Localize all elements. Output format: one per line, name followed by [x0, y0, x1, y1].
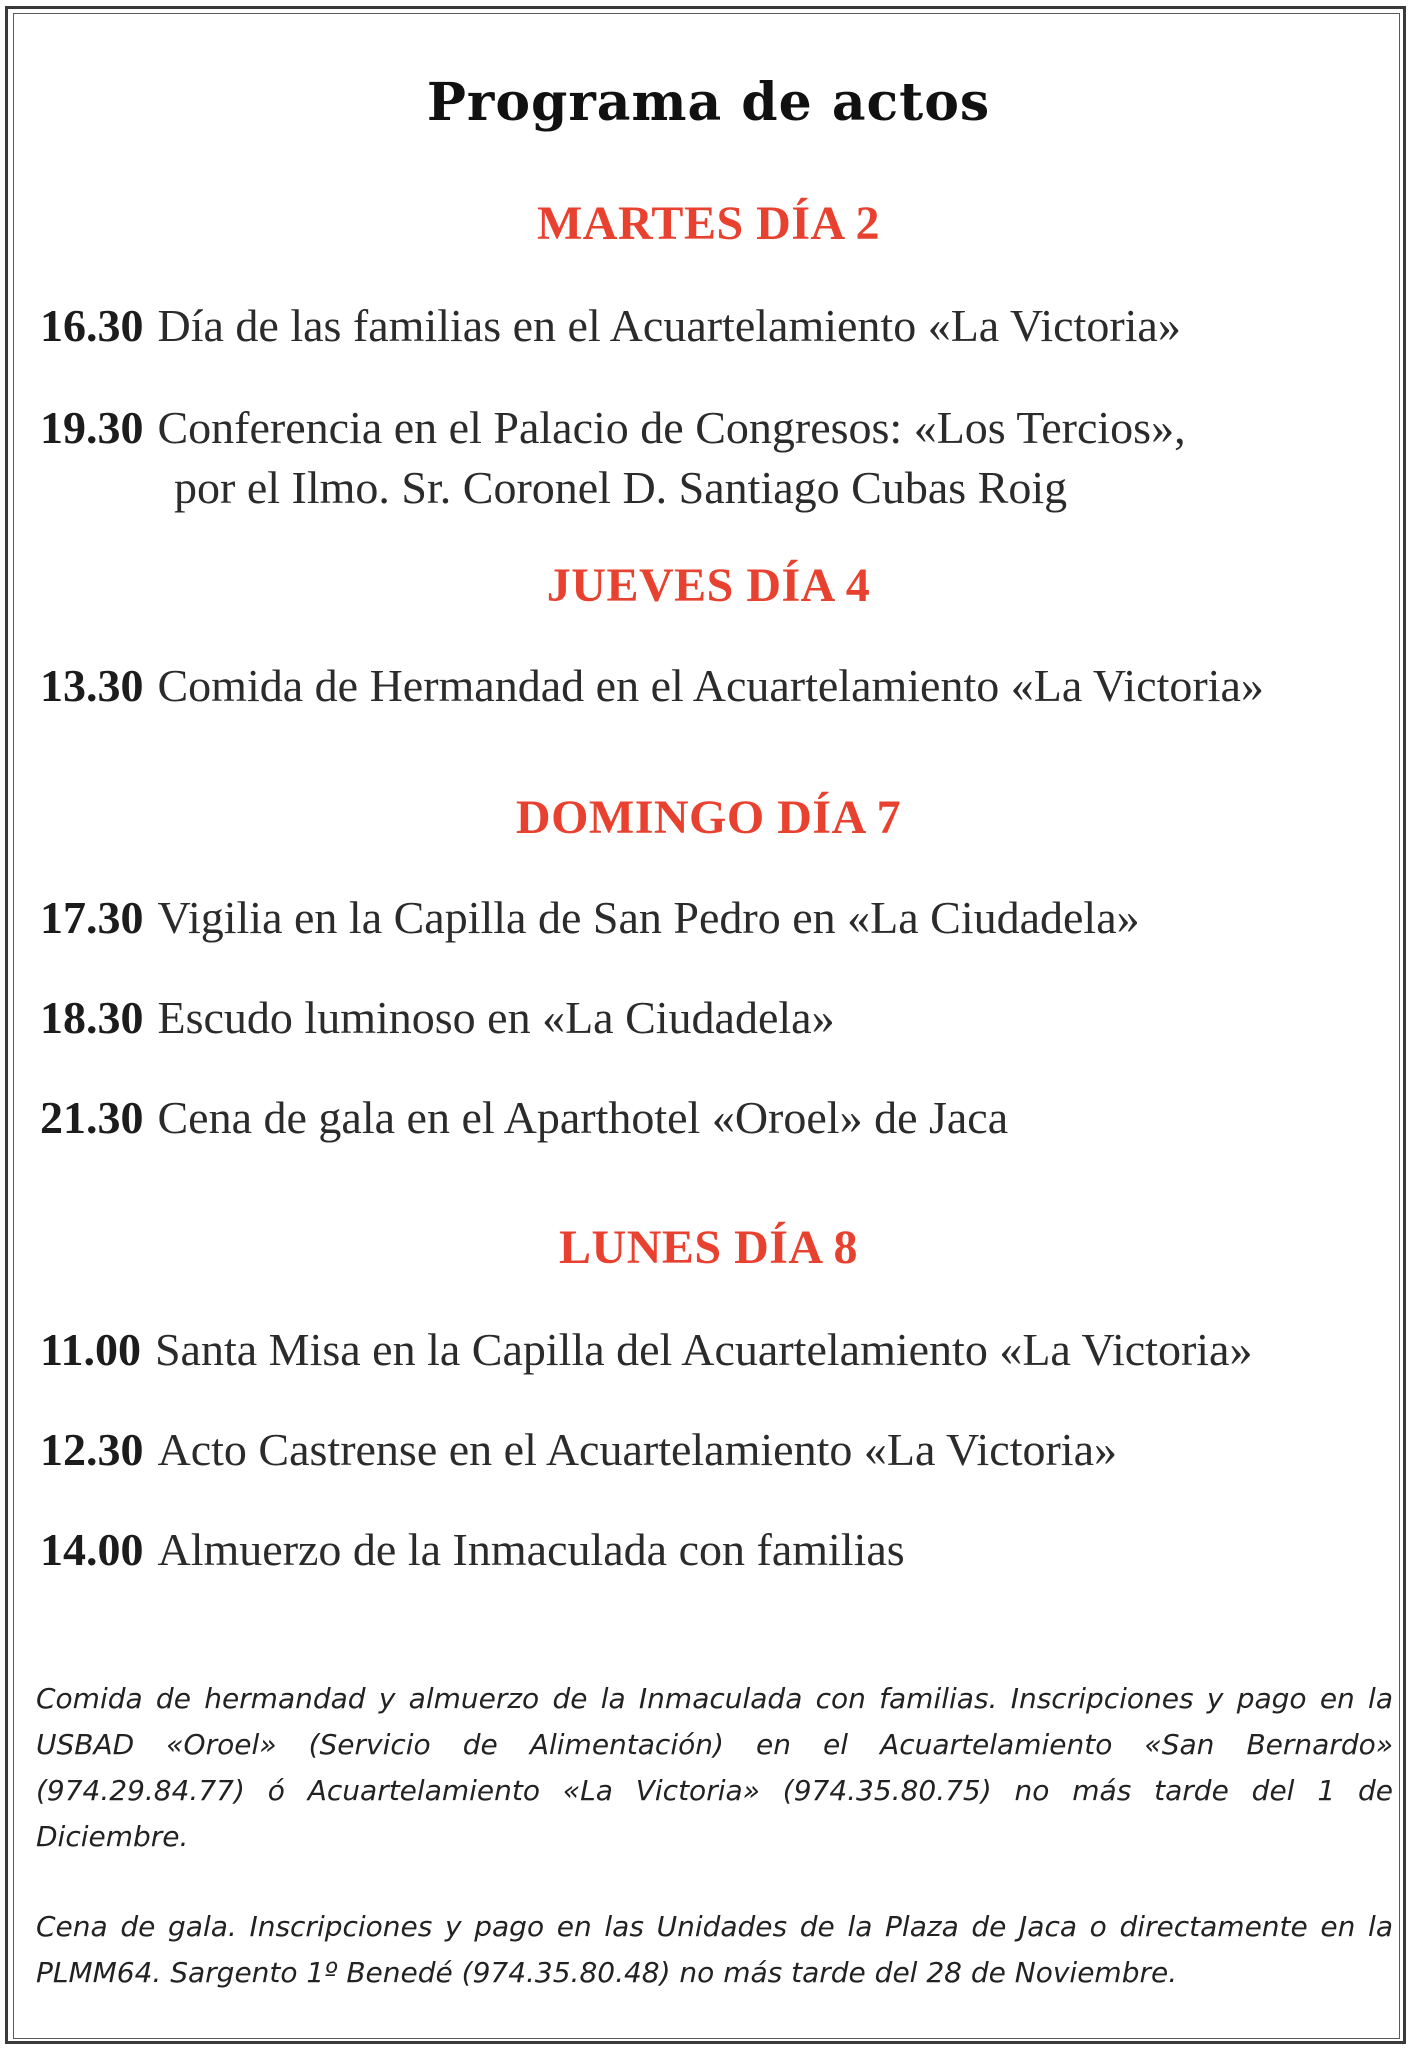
day-heading-lunes: LUNES DÍA 8: [559, 1221, 858, 1274]
event-item: [40, 988, 1400, 1048]
event-description: Conferencia en el Palacio de Congresos: «Los Tercios»,: [157, 402, 1186, 453]
event-time: 12.30: [40, 1424, 144, 1475]
event-description: Vigilia en la Capilla de San Pedro en «La Ciudadela»: [157, 892, 1140, 943]
event-time: 13.30: [40, 660, 144, 711]
event-description: Almuerzo de la Inmaculada con familias: [157, 1524, 905, 1575]
event-description: Cena de gala en el Aparthotel «Oroel» de Jaca: [157, 1092, 1009, 1143]
day-heading-domingo: DOMINGO DÍA 7: [515, 791, 902, 844]
registration-note-lunch: Comida de hermandad y almuerzo de la Inmaculada con familias. Inscripciones y pago en la USBAD «Oroel» (Servicio de Alimentación) en el Acuartelamiento «San Bernardo» (974.29.84.77) ó Acuartelamiento «La Victoria» (974.35.80.75) no más tarde del 1 de Diciembre.: [36, 1682, 1393, 1853]
event-description: Escudo luminoso en «La Ciudadela»: [157, 992, 835, 1043]
day-heading-jueves: JUEVES DÍA 4: [546, 559, 871, 612]
event-time: 16.30: [40, 300, 144, 351]
event-description-continuation: por el Ilmo. Sr. Coronel D. Santiago Cubas Roig: [174, 462, 1068, 513]
event-time: 21.30: [40, 1092, 144, 1143]
event-time: 11.00: [40, 1324, 141, 1375]
event-time: 19.30: [40, 402, 144, 453]
event-time: 14.00: [40, 1524, 144, 1575]
event-item: [40, 888, 1400, 948]
event-item: [40, 1520, 1400, 1580]
event-item: [40, 296, 1400, 356]
event-description: Comida de Hermandad en el Acuartelamiento «La Victoria»: [157, 660, 1264, 711]
event-item: [40, 1088, 1400, 1148]
event-description: Día de las familias en el Acuartelamiento «La Victoria»: [157, 300, 1181, 351]
event-item: [40, 1420, 1400, 1480]
registration-note-gala: Cena de gala. Inscripciones y pago en las Unidades de la Plaza de Jaca o directamente en la PLMM64. Sargento 1º Benedé (974.35.80.48) no más tarde del 28 de Noviembre.: [36, 1910, 1393, 1989]
event-time: 17.30: [40, 892, 144, 943]
event-time: 18.30: [40, 992, 144, 1043]
event-item: [40, 656, 1400, 716]
event-description: Acto Castrense en el Acuartelamiento «La Victoria»: [157, 1424, 1117, 1475]
program-title: Programa de actos: [426, 72, 991, 133]
event-item: [40, 398, 1400, 518]
event-item: [40, 1320, 1400, 1380]
day-heading-martes: MARTES DÍA 2: [536, 197, 881, 250]
event-description: Santa Misa en la Capilla del Acuartelamiento «La Victoria»: [154, 1324, 1253, 1375]
